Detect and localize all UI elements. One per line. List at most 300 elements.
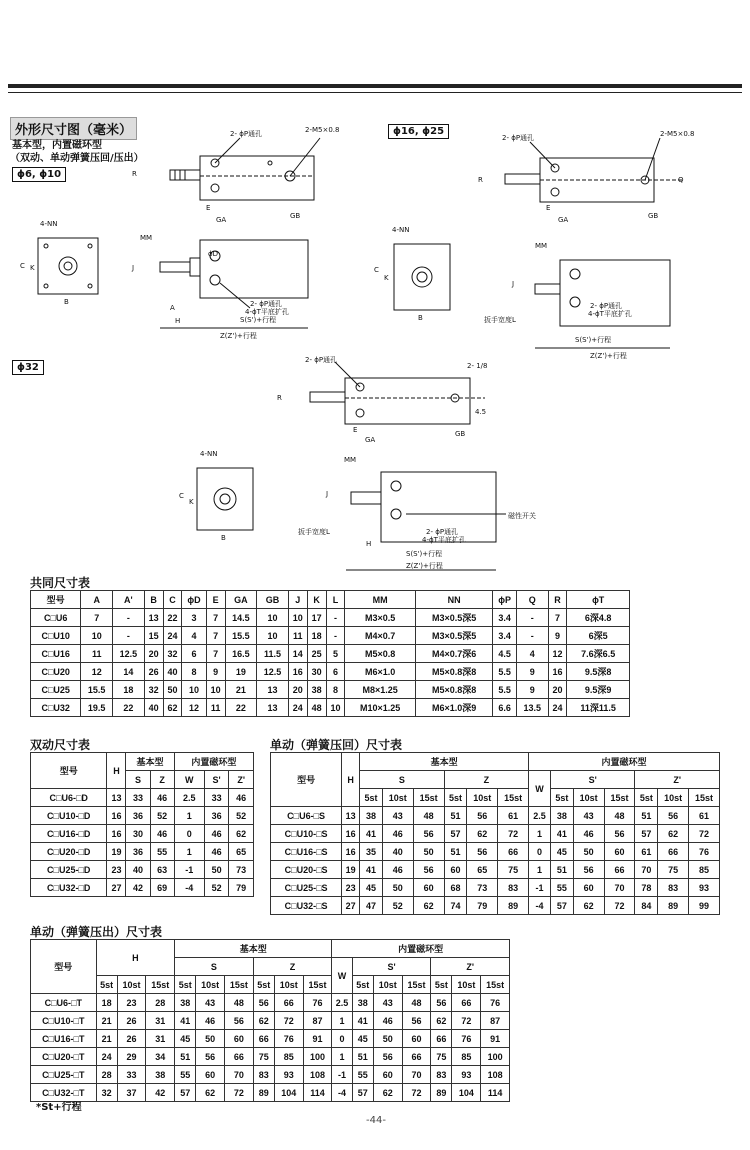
table-cell: 1 bbox=[174, 807, 204, 825]
table-row bbox=[31, 825, 254, 843]
table-cell: 41 bbox=[550, 825, 573, 843]
table-cell: 30 bbox=[126, 825, 150, 843]
table-cell: 5.5 bbox=[493, 663, 517, 681]
label-nn: 4-NN bbox=[40, 220, 58, 228]
table-cell: 32 bbox=[96, 1084, 117, 1102]
table-cell: 10 bbox=[206, 681, 225, 699]
table-cell: 56 bbox=[573, 861, 604, 879]
table-cell: C□U16 bbox=[31, 645, 81, 663]
table-cell: C□U10-□S bbox=[271, 825, 342, 843]
table-cell: - bbox=[516, 627, 548, 645]
table-cell: 1 bbox=[529, 861, 551, 879]
table-cell: M5×0.8深8 bbox=[415, 681, 492, 699]
table-cell: 100 bbox=[481, 1048, 510, 1066]
table-cell: 20 bbox=[548, 681, 567, 699]
table-cell: 48 bbox=[307, 699, 326, 717]
table-cell: 14.5 bbox=[225, 609, 257, 627]
label-wrench: 扳手宽度L bbox=[484, 316, 516, 324]
table-cell: C□U10-□D bbox=[31, 807, 107, 825]
column-header: ϕP bbox=[493, 591, 517, 609]
table-cell: 46 bbox=[150, 789, 174, 807]
table-cell: 3 bbox=[182, 609, 206, 627]
column-header: 15st bbox=[225, 976, 254, 994]
column-header: 5st bbox=[431, 976, 452, 994]
column-header: E bbox=[206, 591, 225, 609]
table-cell: 46 bbox=[382, 825, 413, 843]
table-cell: C□U20-□T bbox=[31, 1048, 97, 1066]
table-cell: 79 bbox=[229, 879, 254, 897]
table-cell: 72 bbox=[452, 1012, 481, 1030]
table-cell: 76 bbox=[452, 1030, 481, 1048]
column-header: 5st bbox=[444, 789, 467, 807]
table-cell: 46 bbox=[373, 1012, 402, 1030]
table-cell: C□U32-□D bbox=[31, 879, 107, 897]
table-cell: 11 bbox=[81, 645, 113, 663]
table-cell: 47 bbox=[360, 897, 383, 915]
column-header: B bbox=[144, 591, 163, 609]
table-cell: 56 bbox=[402, 1012, 431, 1030]
table-cell: 13 bbox=[342, 807, 360, 825]
label-c-3: C bbox=[179, 492, 184, 500]
table-cell: 14 bbox=[288, 645, 307, 663]
table-cell: 21 bbox=[225, 681, 257, 699]
table-cell: 72 bbox=[274, 1012, 303, 1030]
table-cell: C□U25-□D bbox=[31, 861, 107, 879]
column-header: 内置磁环型 bbox=[529, 753, 720, 771]
table-cell: 72 bbox=[604, 897, 635, 915]
label-a: A bbox=[170, 304, 175, 312]
table-cell: 10 bbox=[288, 609, 307, 627]
column-header: ϕD bbox=[182, 591, 206, 609]
column-header: 内置磁环型 bbox=[174, 753, 253, 771]
table-cell: C□U16-□D bbox=[31, 825, 107, 843]
column-header: 型号 bbox=[271, 753, 342, 807]
table-cell: 12 bbox=[182, 699, 206, 717]
table-cell: 1 bbox=[529, 825, 551, 843]
table-cell: 7 bbox=[206, 627, 225, 645]
label-r: R bbox=[132, 170, 137, 178]
column-header: 5st bbox=[175, 976, 196, 994]
table-cell: 13 bbox=[107, 789, 126, 807]
table-cell: 27 bbox=[342, 897, 360, 915]
label-j: J bbox=[132, 264, 135, 272]
footnote: *St+行程 bbox=[36, 1102, 82, 1113]
column-header: 基本型 bbox=[175, 940, 332, 958]
table-row bbox=[31, 1012, 510, 1030]
column-header: 10st bbox=[658, 789, 689, 807]
table-cell: 62 bbox=[253, 1012, 274, 1030]
column-header: S bbox=[126, 771, 150, 789]
table-row bbox=[31, 699, 630, 717]
table-cell: 51 bbox=[444, 807, 467, 825]
table-cell: 62 bbox=[229, 825, 254, 843]
label-h: H bbox=[175, 317, 181, 325]
table-cell: 19 bbox=[225, 663, 257, 681]
table-row bbox=[31, 753, 254, 771]
label-mm-2: MM bbox=[535, 242, 548, 250]
label-ga: GA bbox=[216, 216, 227, 224]
table-cell: 10 bbox=[182, 681, 206, 699]
table-cell: M4×0.7深6 bbox=[415, 645, 492, 663]
table-cell: 46 bbox=[382, 861, 413, 879]
table-cell: 43 bbox=[382, 807, 413, 825]
table-cell: 7 bbox=[548, 609, 567, 627]
table-cell: 7.6深6.5 bbox=[567, 645, 630, 663]
drawing-32-side bbox=[296, 452, 536, 577]
table-row bbox=[31, 940, 510, 958]
table-cell: 16 bbox=[548, 663, 567, 681]
table-cell: 6 bbox=[182, 645, 206, 663]
table-cell: 75 bbox=[658, 861, 689, 879]
table-cell: 38 bbox=[175, 994, 196, 1012]
column-header: H bbox=[96, 940, 175, 976]
table-cell: 56 bbox=[413, 825, 444, 843]
table-cell: 13 bbox=[257, 681, 289, 699]
table-row bbox=[31, 663, 630, 681]
table-cell: 93 bbox=[452, 1066, 481, 1084]
column-header: 型号 bbox=[31, 591, 81, 609]
column-header: 基本型 bbox=[360, 753, 529, 771]
table-cell: 20 bbox=[288, 681, 307, 699]
column-header: J bbox=[288, 591, 307, 609]
column-header: GA bbox=[225, 591, 257, 609]
column-header: 15st bbox=[689, 789, 720, 807]
table-cell: 4 bbox=[182, 627, 206, 645]
table-cell: M8×1.25 bbox=[345, 681, 416, 699]
column-header: GB bbox=[257, 591, 289, 609]
table-cell: 76 bbox=[274, 1030, 303, 1048]
table-cell: 83 bbox=[498, 879, 529, 897]
table-cell: 41 bbox=[360, 861, 383, 879]
table-row bbox=[271, 879, 720, 897]
table-cell: 56 bbox=[253, 994, 274, 1012]
table-cell: M4×0.7 bbox=[345, 627, 416, 645]
label-s-stroke: S(S')+行程 bbox=[240, 316, 277, 324]
table-cell: 17 bbox=[307, 609, 326, 627]
table-cell: 66 bbox=[402, 1048, 431, 1066]
table-cell: 51 bbox=[352, 1048, 373, 1066]
label-k: K bbox=[30, 264, 35, 272]
table-cell: 89 bbox=[253, 1084, 274, 1102]
table-cell: 70 bbox=[635, 861, 658, 879]
table-cell: 9.5深9 bbox=[567, 681, 630, 699]
table-cell: 26 bbox=[117, 1012, 146, 1030]
table-cell: 18 bbox=[113, 681, 145, 699]
table-cell: 9 bbox=[206, 663, 225, 681]
table-cell: 12.5 bbox=[113, 645, 145, 663]
table-cell: 72 bbox=[225, 1084, 254, 1102]
label-c-2: C bbox=[374, 266, 379, 274]
label-switch: 磁性开关 bbox=[508, 512, 536, 520]
table-cell: 76 bbox=[481, 994, 510, 1012]
column-header: S bbox=[175, 958, 254, 976]
column-header: L bbox=[326, 591, 345, 609]
table-cell: 52 bbox=[382, 897, 413, 915]
label-mm: MM bbox=[140, 234, 153, 242]
table-cell: 48 bbox=[225, 994, 254, 1012]
column-header: 15st bbox=[413, 789, 444, 807]
table-cell: - bbox=[326, 627, 345, 645]
extend-table-title: 单动（弹簧压出）尺寸表 bbox=[30, 925, 163, 939]
table-cell: C□U6-□T bbox=[31, 994, 97, 1012]
table-cell: 33 bbox=[126, 789, 150, 807]
table-cell: 11 bbox=[206, 699, 225, 717]
table-cell: 91 bbox=[303, 1030, 332, 1048]
table-cell: 108 bbox=[303, 1066, 332, 1084]
table-cell: 13.5 bbox=[516, 699, 548, 717]
label-c: C bbox=[20, 262, 25, 270]
label-k-2: K bbox=[384, 274, 389, 282]
column-header: H bbox=[342, 753, 360, 807]
table-cell: 84 bbox=[635, 897, 658, 915]
table-cell: 33 bbox=[204, 789, 229, 807]
table-cell: 40 bbox=[163, 663, 182, 681]
table-cell: 15 bbox=[144, 627, 163, 645]
table-row bbox=[31, 879, 254, 897]
table-cell: 65 bbox=[467, 861, 498, 879]
table-cell: 56 bbox=[467, 807, 498, 825]
label-p-hole: 2- ϕP通孔 bbox=[230, 130, 263, 138]
label-j-3: J bbox=[326, 490, 329, 498]
table-cell: 16 bbox=[342, 825, 360, 843]
table-cell: C□U32-□T bbox=[31, 1084, 97, 1102]
table-row bbox=[31, 591, 630, 609]
column-header: H bbox=[107, 753, 126, 789]
column-header: Z bbox=[253, 958, 332, 976]
table-cell: 57 bbox=[444, 825, 467, 843]
table-cell: 19 bbox=[107, 843, 126, 861]
table-cell: C□U25-□T bbox=[31, 1066, 97, 1084]
label-p-hole-5: 2- ϕP通孔 bbox=[426, 528, 459, 536]
table-cell: 66 bbox=[431, 1030, 452, 1048]
table-cell: 48 bbox=[604, 807, 635, 825]
table-cell: - bbox=[113, 627, 145, 645]
table-cell: 51 bbox=[444, 843, 467, 861]
table-cell: 75 bbox=[498, 861, 529, 879]
table-cell: C□U20 bbox=[31, 663, 81, 681]
table-cell: 46 bbox=[204, 825, 229, 843]
table-cell: 83 bbox=[253, 1066, 274, 1084]
table-cell: 62 bbox=[373, 1084, 402, 1102]
label-rod-g: 2- 1/8 bbox=[467, 362, 488, 370]
drawing-16-25-side bbox=[480, 236, 700, 364]
table-cell: 46 bbox=[229, 789, 254, 807]
column-header: S bbox=[360, 771, 444, 789]
table-cell: C□U6 bbox=[31, 609, 81, 627]
column-header: 型号 bbox=[31, 940, 97, 994]
table-row bbox=[271, 753, 720, 771]
table-cell: 56 bbox=[373, 1048, 402, 1066]
table-cell: 56 bbox=[658, 807, 689, 825]
table-cell: 9.5深8 bbox=[567, 663, 630, 681]
table-cell: 66 bbox=[274, 994, 303, 1012]
label-e-2: E bbox=[546, 204, 551, 212]
table-cell: -4 bbox=[174, 879, 204, 897]
table-cell: 1 bbox=[174, 843, 204, 861]
table-cell: 5 bbox=[326, 645, 345, 663]
table-cell: 14 bbox=[113, 663, 145, 681]
table-cell: 93 bbox=[274, 1066, 303, 1084]
table-cell: 18 bbox=[307, 627, 326, 645]
table-cell: 85 bbox=[689, 861, 720, 879]
table-cell: 62 bbox=[196, 1084, 225, 1102]
table-row bbox=[31, 1048, 510, 1066]
table-cell: 41 bbox=[360, 825, 383, 843]
table-cell: C□U25 bbox=[31, 681, 81, 699]
table-cell: -1 bbox=[332, 1066, 352, 1084]
label-gb-3: GB bbox=[455, 430, 466, 438]
table-row bbox=[271, 861, 720, 879]
table-cell: 19.5 bbox=[81, 699, 113, 717]
table-cell: 2.5 bbox=[529, 807, 551, 825]
table-cell: 87 bbox=[303, 1012, 332, 1030]
single-extend-table bbox=[30, 939, 510, 1102]
table-cell: 61 bbox=[498, 807, 529, 825]
table-cell: 61 bbox=[635, 843, 658, 861]
table-cell: 9 bbox=[516, 663, 548, 681]
label-dim-45: 4.5 bbox=[475, 408, 487, 416]
table-cell: 32 bbox=[163, 645, 182, 663]
table-cell: 12 bbox=[81, 663, 113, 681]
common-dimension-table bbox=[30, 590, 630, 717]
column-header: 10st bbox=[117, 976, 146, 994]
table-cell: 4.5 bbox=[493, 645, 517, 663]
table-cell: 60 bbox=[402, 1030, 431, 1048]
column-header: 10st bbox=[196, 976, 225, 994]
table-cell: 52 bbox=[204, 879, 229, 897]
label-j-2: J bbox=[512, 280, 515, 288]
table-cell: 22 bbox=[225, 699, 257, 717]
label-z-stroke-3: Z(Z')+行程 bbox=[406, 562, 443, 570]
column-header: 10st bbox=[382, 789, 413, 807]
table-cell: M6×1.0深9 bbox=[415, 699, 492, 717]
table-cell: 12.5 bbox=[257, 663, 289, 681]
table-cell: 114 bbox=[303, 1084, 332, 1102]
table-cell: 21 bbox=[96, 1012, 117, 1030]
table-cell: 99 bbox=[689, 897, 720, 915]
table-cell: 11 bbox=[288, 627, 307, 645]
table-cell: 46 bbox=[150, 825, 174, 843]
table-cell: 6.6 bbox=[493, 699, 517, 717]
table-cell: 3.4 bbox=[493, 609, 517, 627]
table-cell: M3×0.5深5 bbox=[415, 609, 492, 627]
column-header: 5st bbox=[550, 789, 573, 807]
header-rule-thin bbox=[8, 92, 742, 93]
table-cell: 56 bbox=[467, 843, 498, 861]
table-cell: 10 bbox=[326, 699, 345, 717]
bore-label-32: ϕ32 bbox=[12, 360, 44, 375]
table-cell: 56 bbox=[413, 861, 444, 879]
table-cell: 19 bbox=[342, 861, 360, 879]
label-k-3: K bbox=[189, 498, 194, 506]
table-cell: 15.5 bbox=[225, 627, 257, 645]
label-wrench-2: 扳手宽度L bbox=[298, 528, 330, 536]
table-cell: 55 bbox=[550, 879, 573, 897]
table-cell: 26 bbox=[117, 1030, 146, 1048]
table-cell: 56 bbox=[225, 1012, 254, 1030]
column-header: 15st bbox=[604, 789, 635, 807]
table-cell: 60 bbox=[196, 1066, 225, 1084]
table-cell: 93 bbox=[689, 879, 720, 897]
table-row bbox=[31, 627, 630, 645]
table-cell: 48 bbox=[413, 807, 444, 825]
table-cell: 38 bbox=[146, 1066, 175, 1084]
table-cell: 57 bbox=[635, 825, 658, 843]
subtitle-2: （双动、单动弹簧压回/压出） bbox=[10, 153, 144, 164]
table-cell: 60 bbox=[373, 1066, 402, 1084]
table-cell: M3×0.5 bbox=[345, 609, 416, 627]
column-header: 5st bbox=[635, 789, 658, 807]
table-cell: 36 bbox=[126, 807, 150, 825]
table-cell: 16 bbox=[342, 843, 360, 861]
table-cell: 55 bbox=[175, 1066, 196, 1084]
label-s-stroke-2: S(S')+行程 bbox=[575, 336, 612, 344]
table-cell: 20 bbox=[144, 645, 163, 663]
column-header: Q bbox=[516, 591, 548, 609]
table-cell: 28 bbox=[146, 994, 175, 1012]
table-row bbox=[31, 681, 630, 699]
table-cell: 89 bbox=[498, 897, 529, 915]
column-header: 10st bbox=[452, 976, 481, 994]
table-cell: 66 bbox=[225, 1048, 254, 1066]
column-header: Z' bbox=[635, 771, 720, 789]
table-cell: 8 bbox=[326, 681, 345, 699]
label-q: Q bbox=[678, 176, 684, 184]
label-b: B bbox=[64, 298, 69, 306]
subtitle-1: 基本型，内置磁环型 bbox=[12, 140, 102, 151]
table-cell: 0 bbox=[529, 843, 551, 861]
table-cell: 21 bbox=[96, 1030, 117, 1048]
table-cell: 0 bbox=[174, 825, 204, 843]
table-cell: 43 bbox=[196, 994, 225, 1012]
table-cell: 37 bbox=[117, 1084, 146, 1102]
double-acting-table bbox=[30, 752, 254, 897]
table-cell: 70 bbox=[604, 879, 635, 897]
table-row bbox=[31, 994, 510, 1012]
label-e-3: E bbox=[353, 426, 358, 434]
table-cell: 2.5 bbox=[174, 789, 204, 807]
label-nn-2: 4-NN bbox=[392, 226, 410, 234]
table-cell: 51 bbox=[635, 807, 658, 825]
table-cell: 43 bbox=[373, 994, 402, 1012]
table-cell: 13 bbox=[144, 609, 163, 627]
table-cell: 62 bbox=[467, 825, 498, 843]
table-cell: 57 bbox=[175, 1084, 196, 1102]
label-t-counterbore: 4-ϕT平底扩孔 bbox=[245, 308, 289, 316]
column-header: 10st bbox=[274, 976, 303, 994]
table-cell: 7 bbox=[81, 609, 113, 627]
table-cell: 36 bbox=[204, 807, 229, 825]
table-cell: 31 bbox=[146, 1030, 175, 1048]
column-header: 5st bbox=[96, 976, 117, 994]
header-rule-thick bbox=[8, 84, 742, 88]
table-cell: 72 bbox=[498, 825, 529, 843]
table-cell: 62 bbox=[658, 825, 689, 843]
column-header: 15st bbox=[498, 789, 529, 807]
table-cell: 7 bbox=[206, 645, 225, 663]
table-cell: 40 bbox=[144, 699, 163, 717]
table-cell: 27 bbox=[107, 879, 126, 897]
table-cell: 76 bbox=[689, 843, 720, 861]
table-cell: 60 bbox=[444, 861, 467, 879]
bore-label-6-10: ϕ6, ϕ10 bbox=[12, 167, 66, 182]
table-row bbox=[31, 843, 254, 861]
table-cell: 1 bbox=[332, 1048, 352, 1066]
table-row bbox=[271, 807, 720, 825]
table-cell: 83 bbox=[658, 879, 689, 897]
label-m5: 2-M5×0.8 bbox=[305, 126, 340, 134]
label-gb: GB bbox=[290, 212, 301, 220]
